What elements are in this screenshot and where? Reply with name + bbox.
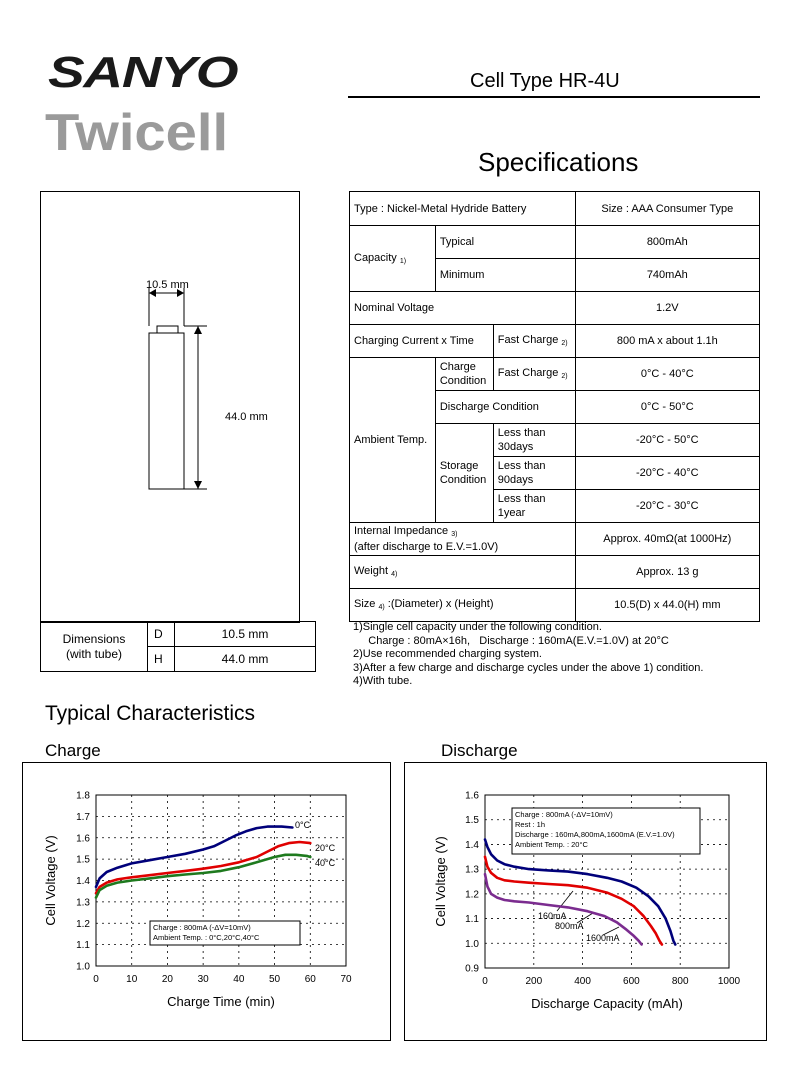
sanyo-logo: SANYO	[48, 48, 238, 97]
dim-h-key: H	[148, 647, 175, 672]
height-arrow-top	[194, 326, 202, 334]
y-tick-label: 1.2	[76, 918, 90, 930]
x-tick-label: 70	[340, 974, 352, 985]
legend-text: Discharge : 160mA,800mA,1600mA (E.V.=1.0V)	[515, 830, 675, 839]
x-tick-label: 60	[304, 974, 316, 985]
spec-discharge-condition-value: 0°C - 50°C	[575, 391, 759, 424]
y-tick-label: 1.6	[465, 790, 479, 802]
note-2: 2)Use recommended charging system.	[353, 648, 542, 660]
spec-weight: Weight 4)	[350, 556, 576, 589]
spec-discharge-condition: Discharge Condition	[435, 391, 575, 424]
typical-characteristics-title: Typical Characteristics	[45, 702, 256, 725]
x-tick-label: 50	[269, 974, 281, 985]
dimensions-label: Dimensions (with tube)	[41, 622, 148, 672]
legend-text: Rest : 1h	[515, 820, 546, 829]
x-tick-label: 0	[482, 976, 488, 987]
dim-d-key: D	[148, 622, 175, 647]
battery-body	[149, 333, 184, 489]
y-tick-label: 1.0	[465, 938, 479, 950]
y-tick-label: 1.0	[76, 961, 90, 973]
spec-storage-30days-value: -20°C - 50°C	[575, 424, 759, 457]
spec-typical: Typical	[435, 226, 575, 259]
x-tick-label: 400	[574, 976, 591, 987]
y-tick-label: 0.9	[465, 963, 479, 975]
spec-ambient-temp: Ambient Temp.	[350, 358, 436, 523]
x-tick-label: 600	[623, 976, 640, 987]
y-tick-label: 1.1	[465, 914, 479, 926]
x-tick-label: 20	[161, 974, 173, 985]
series-label: 0°C	[295, 820, 311, 830]
spec-fast-charge-temp-value: 0°C - 40°C	[575, 358, 759, 391]
x-axis-label: Discharge Capacity (mAh)	[531, 996, 683, 1011]
spec-notes	[353, 621, 703, 689]
y-tick-label: 1.3	[76, 897, 90, 909]
note-4: 4)With tube.	[353, 675, 413, 687]
spec-internal-impedance: Internal Impedance 3) (after discharge to E.V.=1.0V)	[350, 523, 576, 556]
y-tick-label: 1.2	[465, 889, 479, 901]
y-tick-label: 1.8	[76, 790, 90, 802]
spec-size-value: 10.5(D) x 44.0(H) mm	[575, 589, 759, 622]
x-tick-label: 30	[197, 974, 209, 985]
charge-chart	[23, 763, 390, 1040]
spec-storage-1year: Less than 1year	[493, 490, 575, 523]
twicell-logo: Twicell	[45, 104, 229, 162]
series-label: 160mA	[538, 911, 567, 921]
y-tick-label: 1.7	[76, 811, 90, 823]
note-1: 1)Single cell capacity under the following condition.	[353, 621, 602, 633]
cell-type-title: Cell Type HR-4U	[470, 70, 620, 92]
legend-text: Charge : 800mA (-ΔV=10mV)	[153, 923, 251, 932]
y-tick-label: 1.4	[465, 839, 479, 851]
spec-weight-value: Approx. 13 g	[575, 556, 759, 589]
legend-text: Ambient Temp. : 0°C,20°C,40°C	[153, 933, 260, 942]
spec-fast-charge-temp: Fast Charge 2)	[493, 358, 575, 391]
dim-d-value: 10.5 mm	[175, 622, 316, 647]
legend-text: Charge : 800mA (-ΔV=10mV)	[515, 810, 613, 819]
x-tick-label: 1000	[717, 976, 741, 987]
series-label: 1600mA	[586, 933, 620, 943]
series-label: 20°C	[315, 843, 336, 853]
spec-size: Size 4) :(Diameter) x (Height)	[350, 589, 576, 622]
title-rule	[348, 96, 760, 98]
y-tick-label: 1.5	[76, 854, 90, 866]
spec-capacity: Capacity 1)	[350, 226, 436, 292]
spec-fast-charge: Fast Charge 2)	[493, 325, 575, 358]
y-tick-label: 1.3	[465, 864, 479, 876]
discharge-chart	[405, 763, 766, 1040]
y-tick-label: 1.1	[76, 940, 90, 952]
spec-type: Type : Nickel-Metal Hydride Battery	[350, 192, 576, 226]
charge-section-label: Charge	[45, 741, 101, 760]
height-label: 44.0 mm	[225, 411, 268, 423]
x-axis-label: Charge Time (min)	[167, 994, 275, 1009]
spec-minimum-value: 740mAh	[575, 259, 759, 292]
note-1-condition: Charge : 80mA×16h, Discharge : 160mA(E.V.=1.0V) at 20°C	[353, 634, 669, 647]
spec-fast-charge-value: 800 mA x about 1.1h	[575, 325, 759, 358]
x-tick-label: 200	[525, 976, 543, 987]
specifications-table	[349, 191, 760, 622]
spec-storage-30days: Less than 30days	[493, 424, 575, 457]
y-axis-label: Cell Voltage (V)	[43, 835, 58, 926]
spec-storage-1year-value: -20°C - 30°C	[575, 490, 759, 523]
width-label: 10.5 mm	[146, 279, 189, 291]
dimensions-table	[40, 621, 316, 672]
spec-minimum: Minimum	[435, 259, 575, 292]
spec-storage-90days-value: -20°C - 40°C	[575, 457, 759, 490]
dim-h-value: 44.0 mm	[175, 647, 316, 672]
discharge-section-label: Discharge	[441, 741, 518, 760]
series-label: 800mA	[555, 921, 584, 931]
y-tick-label: 1.6	[76, 833, 90, 845]
height-arrow-bottom	[194, 481, 202, 489]
x-tick-label: 0	[93, 974, 99, 985]
spec-storage-90days: Less than 90days	[493, 457, 575, 490]
spec-size-type: Size : AAA Consumer Type	[575, 192, 759, 226]
spec-storage-condition: Storage Condition	[435, 424, 493, 523]
y-axis-label: Cell Voltage (V)	[433, 836, 448, 927]
spec-nominal-voltage-value: 1.2V	[575, 292, 759, 325]
note-3: 3)After a few charge and discharge cycles under the above 1) condition.	[353, 661, 704, 674]
spec-internal-impedance-value: Approx. 40mΩ(at 1000Hz)	[575, 523, 759, 556]
spec-typical-value: 800mAh	[575, 226, 759, 259]
spec-charging-current: Charging Current x Time	[350, 325, 494, 358]
y-tick-label: 1.4	[76, 876, 90, 887]
spec-charge-condition: Charge Condition	[435, 358, 493, 391]
series-label: 40°C	[315, 858, 336, 868]
x-tick-label: 800	[671, 976, 689, 987]
discharge-chart-box	[404, 762, 767, 1041]
legend-text: Ambient Temp. : 20°C	[515, 840, 588, 849]
x-tick-label: 10	[126, 974, 138, 985]
spec-nominal-voltage: Nominal Voltage	[350, 292, 576, 325]
dimension-drawing-box	[40, 191, 300, 623]
y-tick-label: 1.5	[465, 815, 479, 827]
x-tick-label: 40	[233, 974, 245, 985]
charge-chart-box	[22, 762, 391, 1041]
battery-drawing	[41, 192, 299, 622]
specifications-title: Specifications	[478, 147, 639, 177]
